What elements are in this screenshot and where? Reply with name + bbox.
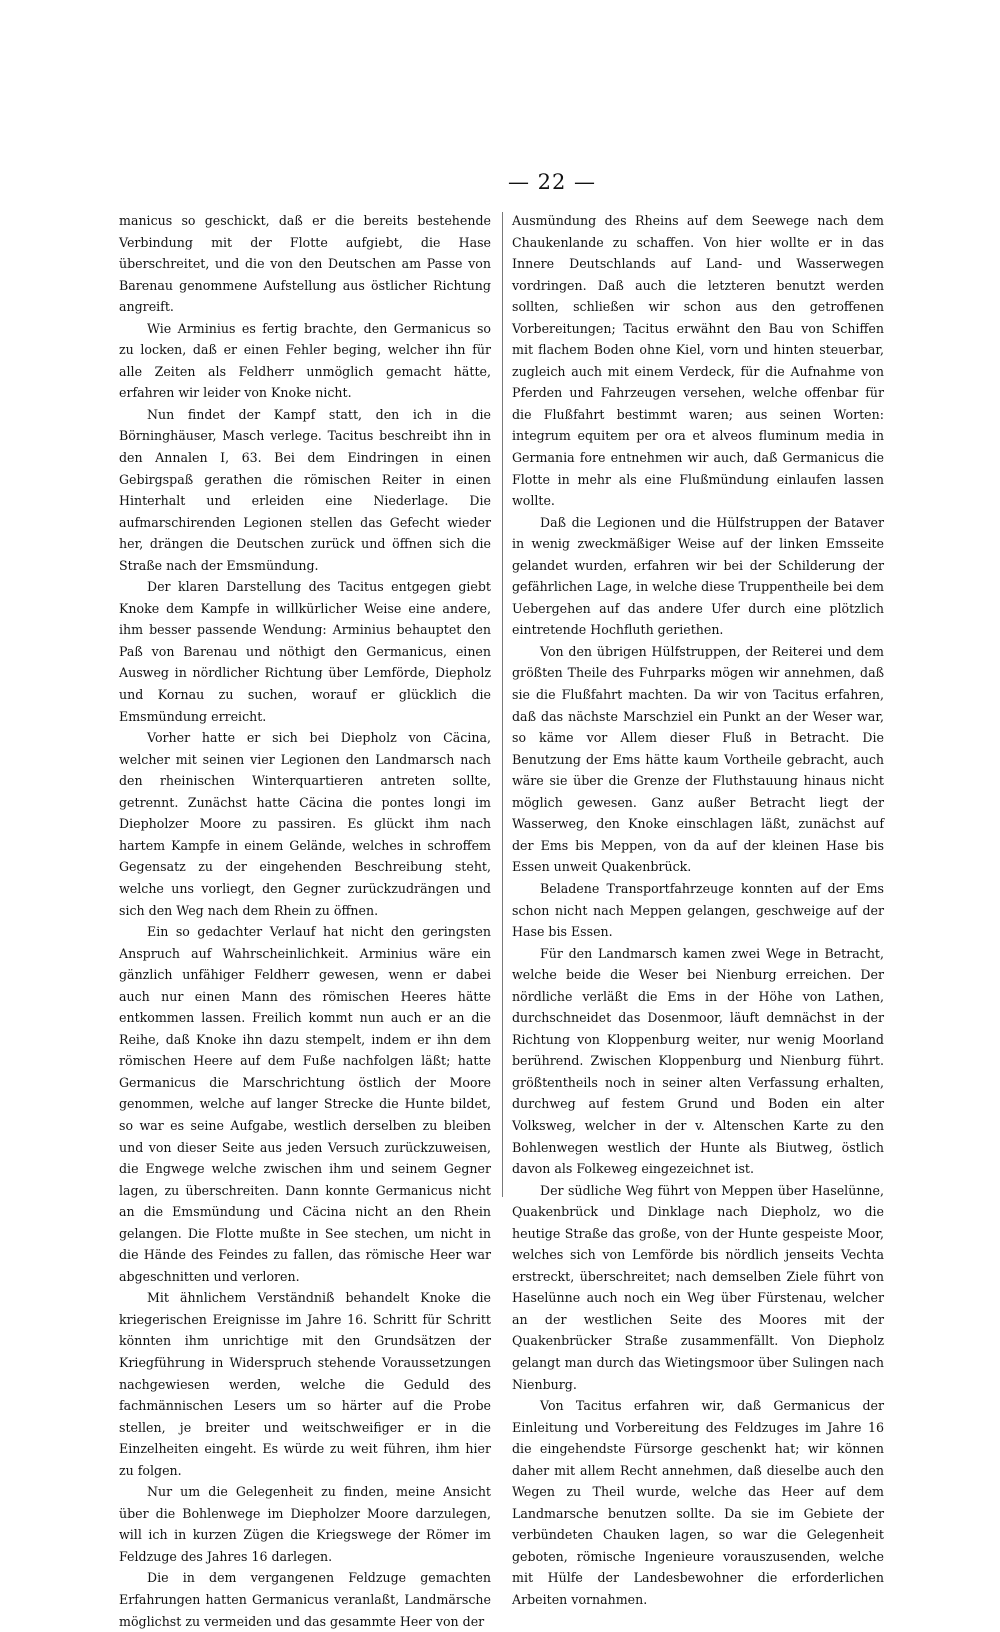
paragraph: Von den übrigen Hülfstruppen, der Reiterei und dem größten Theile des Fuhrparks mögen wir annehmen, daß sie die Flußfahrt machten. Da wir von Tacitus erfahren, daß das nächste Marschziel ein Punkt an der Weser war, so käme vor Allem dieser Fluß in Betracht. Die Benutzung der Ems hätte kaum Vortheile gebracht, auch wäre sie über die Grenze der Fluthstauung hinaus nicht möglich gewesen. Ganz außer Betracht liegt der Wasserweg, den Knoke einschlagen läßt, zunächst auf der Ems bis Meppen, von da auf der kleinen Hase bis Essen unweit Quakenbrück. — [512, 643, 884, 875]
paragraph: Beladene Transportfahrzeuge konnten auf der Ems schon nicht nach Meppen gelangen, geschweige auf der Hase bis Essen. — [512, 880, 884, 940]
paragraph: Ausmündung des Rheins auf dem Seewege nach dem Chaukenlande zu schaffen. Von hier wollte er in das Innere Deutschlands auf Land- und Wasserwegen vordringen. Daß auch die letzteren benutzt werden sollten, schließen wir schon aus den getroffenen Vorbereitungen; Tacitus erwähnt den Bau von Schiffen mit flachem Boden ohne Kiel, vorn und hinten steuerbar, zugleich auch mit einem Verdeck, für die Aufnahme von Pferden und Fahrzeugen versehen, welche offenbar für die Flußfahrt bestimmt waren; aus seinen Worten: integrum equitem per ora et alveos fluminum media in Germania fore entnehmen wir auch, daß Germanicus die Flotte in mehr als eine Flußmündung einlaufen lassen wollte. — [512, 213, 884, 509]
paragraph: Nur um die Gelegenheit zu finden, meine Ansicht über die Bohlenwege im Diepholzer Moore darzulegen, will ich in kurzen Zügen die Kriegswege der Römer im Feldzuge des Jahres 16 darlegen. — [119, 1484, 491, 1564]
paragraph: Von Tacitus erfahren wir, daß Germanicus der Einleitung und Vorbereitung des Feldzuges im Jahre 16 die eingehendste Fürsorge geschenkt hat; wir können daher mit allem Recht annehmen, daß dieselbe auch den Wegen zu Theil wurde, welche das Heer auf dem Landmarsche benutzen sollte. Da sie im Gebiete der verbündeten Chauken lagen, so war die Gelegenheit geboten, römische Ingenieure vorauszusenden, welche mit Hülfe der Landesbewohner die erforderlichen Arbeiten vornahmen. — [512, 1398, 884, 1607]
paragraph: Der südliche Weg führt von Meppen über Haselünne, Quakenbrück und Dinklage nach Diepholz, wo die heutige Straße das große, von der Hunte gespeiste Moor, welches sich von Lemförde bis nördlich jenseits Vechta erstreckt, überschreitet; nach demselben Ziele führt von Haselünne auch noch ein Weg über Fürstenau, welcher an der westlichen Seite des Moores mit der Quakenbrücker Straße zusammenfällt. Von Diepholz gelangt man durch das Wietingsmoor über Sulingen nach Nienburg. — [512, 1182, 884, 1392]
paragraph: Vorher hatte er sich bei Diepholz von Cäcina, welcher mit seinen vier Legionen den Landmarsch nach den rheinischen Winterquartieren antreten sollte, getrennt. Zunächst hatte Cäcina die pontes longi im Diepholzer Moore zu passiren. Es glückt ihm nach hartem Kampfe in einem Gelände, welches in schroffem Gegensatz zu der eingehenden Beschreibung steht, welche uns vorliegt, den Gegner zurückzudrängen und sich den Weg nach dem Rhein zu öffnen. — [119, 730, 491, 918]
paragraph: Nun findet der Kampf statt, den ich in die Börninghäuser, Masch verlege. Tacitus beschreibt ihn in den Annalen I, 63. Bei dem Eindringen in einen Gebirgspaß gerathen die römischen Reiter in einen Hinterhalt und erleiden eine Niederlage. Die aufmarschirenden Legionen stellen das Gefecht wieder her, drängen die Deutschen zurück und öffnen sich die Straße nach der Emsmündung. — [119, 406, 491, 573]
paragraph: Daß die Legionen und die Hülfstruppen der Bataver in wenig zweckmäßiger Weise auf der linken Emsseite gelandet wurden, erfahren wir bei der Schilderung der gefährlichen Lage, in welche diese Truppentheile bei dem Uebergehen auf das andere Ufer durch eine plötzlich eintretende Hochfluth geriethen. — [512, 514, 884, 638]
paragraph: Für den Landmarsch kamen zwei Wege in Betracht, welche beide die Weser bei Nienburg erreichen. Der nördliche verläßt die Ems in der Höhe von Lathen, durchschneidet das Dosenmoor, läuft demnächst in der Richtung von Kloppenburg weiter, nur wenig Moorland berührend. Zwischen Kloppenburg und Nienburg führt. größtentheils noch in seiner alten Verfassung erhalten, durchweg auf festem Grund und Boden ein alter Volksweg, welcher in der v. Altenschen Karte zu den Bohlenwegen westlich der Hunte als Biutweg, östlich davon als Folkeweg eingezeichnet ist. — [512, 945, 884, 1177]
right-column — [512, 210, 884, 1611]
page-number — [0, 170, 1000, 194]
paragraph: Wie Arminius es fertig brachte, den Germanicus so zu locken, daß er einen Fehler beging, welcher ihn für alle Zeiten als Feldherr unmöglich gemacht hätte, erfahren wir leider von Knoke nicht. — [119, 320, 491, 401]
page-number-text: — 22 — — [507, 170, 597, 194]
paragraph: Der klaren Darstellung des Tacitus entgegen giebt Knoke dem Kampfe in willkürlicher Weise eine andere, ihm besser passende Wendung: Arminius behauptet den Paß von Barenau und nöthigt den Germanicus, einen Ausweg in nördlicher Richtung über Lemförde, Diepholz und Kornau zu suchen, worauf er glücklich die Emsmündung erreicht. — [119, 579, 491, 724]
paragraph: Die in dem vergangenen Feldzuge gemachten Erfahrungen hatten Germanicus veranlaßt, Landmärsche möglichst zu vermeiden und das gesammte Heer von der — [119, 1570, 491, 1629]
paragraph: manicus so geschickt, daß er die bereits bestehende Verbindung mit der Flotte aufgiebt, die Hase überschreitet, und die von den Deutschen am Passe von Barenau genommene Aufstellung aus östlicher Richtung angreift. — [119, 213, 491, 315]
paragraph: Ein so gedachter Verlauf hat nicht den geringsten Anspruch auf Wahrscheinlichkeit. Arminius wäre ein gänzlich unfähiger Feldherr gewesen, wenn er dabei auch nur einen Mann des römischen Heeres hätte entkommen lassen. Freilich kommt nun auch er an die Reihe, daß Knoke ihn dazu stempelt, indem er ihn dem römischen Heere auf dem Fuße nachfolgen läßt; hatte Germanicus die Marschrichtung östlich der Moore genommen, welche auf langer Strecke die Hunte bildet, so war es seine Aufgabe, westlich derselben zu bleiben und von dieser Seite aus jeden Versuch zurückzuweisen, die Engwege welche zwischen ihm und seinem Gegner lagen, zu überschreiten. Dann konnte Germanicus nicht an die Emsmündung und Cäcina nicht an den Rhein gelangen. Die Flotte mußte in See stechen, um nicht in die Hände des Feindes zu fallen, das römische Heer war abgeschnitten und verloren. — [119, 924, 491, 1284]
column-divider — [502, 212, 503, 1197]
paragraph: Mit ähnlichem Verständniß behandelt Knoke die kriegerischen Ereignisse im Jahre 16. Schritt für Schritt könnten ihm unrichtige mit den Grundsätzen der Kriegführung in Widerspruch stehende Voraussetzungen nachgewiesen werden, welche die Geduld des fachmännischen Lesers um so härter auf die Probe stellen, je breiter und weitschweifiger er in die Einzelheiten eingeht. Es würde zu weit führen, ihm hier zu folgen. — [119, 1290, 491, 1478]
left-column — [119, 210, 491, 1632]
